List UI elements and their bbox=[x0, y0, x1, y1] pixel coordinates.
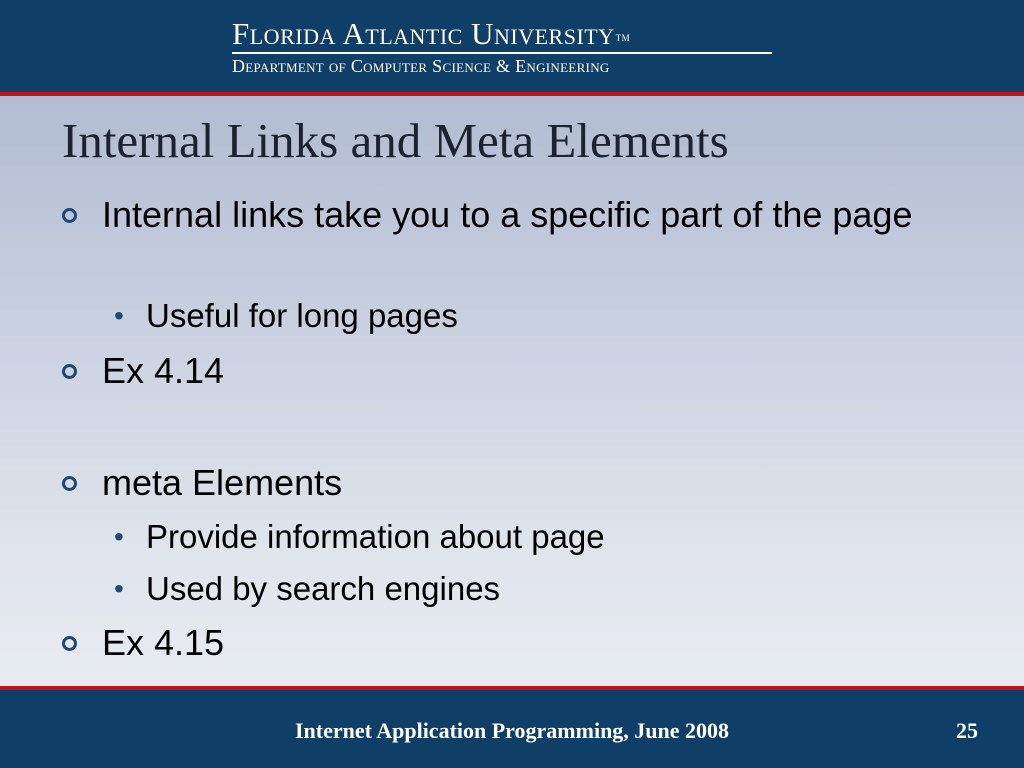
sub-bullet-item bbox=[114, 569, 501, 609]
bullet-text: Ex 4.15 bbox=[102, 622, 225, 663]
bullet-item bbox=[102, 620, 982, 666]
sub-bullet-text: Provide information about page bbox=[146, 518, 605, 555]
hollow-circle-bullet-icon bbox=[62, 476, 77, 491]
page-number: 25 bbox=[956, 718, 978, 743]
sub-bullet-text: Useful for long pages bbox=[146, 297, 458, 334]
university-name: Florida Atlantic University bbox=[232, 16, 615, 51]
slide-title: Internal Links and Meta Elements bbox=[62, 113, 729, 168]
department-name: Department of Computer Science & Engineering bbox=[232, 56, 610, 76]
dot-bullet-icon: • bbox=[114, 573, 124, 604]
hollow-circle-bullet-icon bbox=[62, 208, 77, 223]
sub-bullet-text: Used by search engines bbox=[146, 570, 501, 607]
dot-bullet-icon: • bbox=[114, 300, 124, 331]
bullet-text: Internal links take you to a specific part of the page bbox=[102, 194, 913, 235]
dot-bullet-icon: • bbox=[114, 521, 124, 552]
trademark-mark: TM bbox=[615, 33, 631, 43]
sub-bullet-item bbox=[114, 517, 605, 557]
bullet-item bbox=[102, 192, 982, 238]
hollow-circle-bullet-icon bbox=[62, 636, 77, 651]
footer-caption: Internet Application Programming, June 2008 bbox=[294, 718, 730, 743]
hollow-circle-bullet-icon bbox=[62, 364, 77, 379]
footer-band bbox=[0, 690, 1024, 768]
bullet-text: meta Elements bbox=[102, 462, 343, 503]
bullet-item bbox=[102, 348, 982, 394]
bullet-item bbox=[102, 460, 982, 506]
sub-bullet-item bbox=[114, 296, 458, 336]
bullet-text: Ex 4.14 bbox=[102, 350, 225, 391]
